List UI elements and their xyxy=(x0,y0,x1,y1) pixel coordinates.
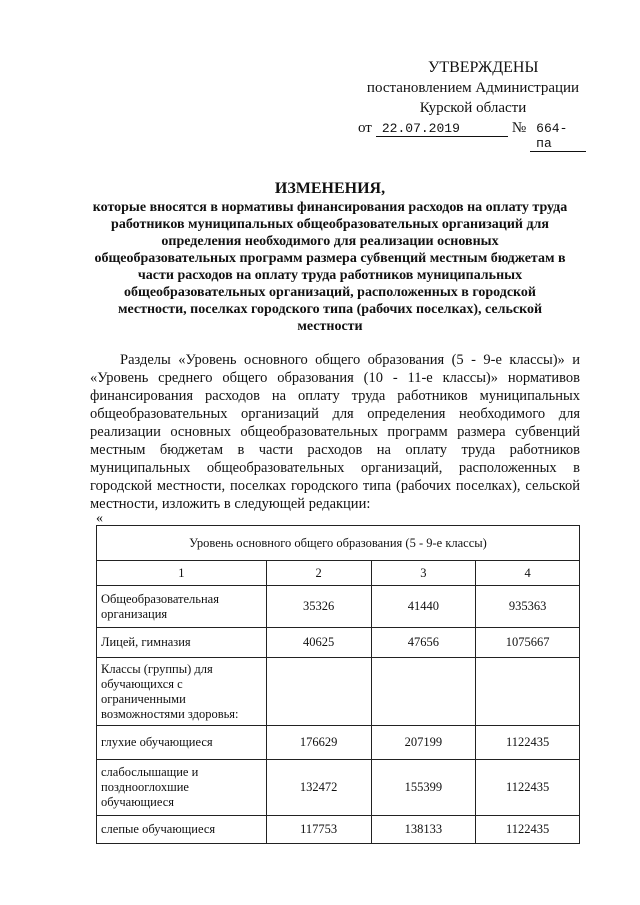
column-number: 1 xyxy=(97,561,267,586)
approval-date: 22.07.2019 xyxy=(376,121,508,137)
table-row xyxy=(97,816,580,844)
value-cell: 207199 xyxy=(371,726,476,760)
from-label: от xyxy=(358,120,372,136)
column-number: 2 xyxy=(266,561,371,586)
value-cell: 40625 xyxy=(266,628,371,658)
column-number-row xyxy=(97,561,580,586)
number-label: № xyxy=(511,120,527,136)
value-cell: 935363 xyxy=(476,586,580,628)
table-row xyxy=(97,628,580,658)
value-cell: 155399 xyxy=(371,760,476,816)
approval-title: УТВЕРЖДЕНЫ xyxy=(428,59,539,76)
value-cell: 41440 xyxy=(371,586,476,628)
row-label: глухие обучающиеся xyxy=(97,726,267,760)
value-cell xyxy=(266,658,371,726)
table-row xyxy=(97,658,580,726)
row-label: слепые обучающиеся xyxy=(97,816,267,844)
heading-title: ИЗМЕНЕНИЯ, xyxy=(274,180,386,197)
heading-text: которые вносятся в нормативы финансирования расходов на оплату труда работников муниципальных общеобразовательных организаций для определения необходимого для реализации основных общеобразовательных программ размера субвенций местным бюджетам в части расходов на оплату труда работников муниципальных общеобразовательных организаций, расположенных в городской местности, поселках городского типа (рабочих поселках), сельской местности xyxy=(92,200,568,334)
row-label: Классы (группы) для обучающихся с ограниченными возможностями здоровья: xyxy=(97,658,267,726)
row-label: Лицей, гимназия xyxy=(97,628,267,658)
value-cell xyxy=(371,658,476,726)
value-cell: 176629 xyxy=(266,726,371,760)
table-row xyxy=(97,726,580,760)
table-caption: Уровень основного общего образования (5 - 9-е классы) xyxy=(97,526,580,561)
value-cell: 117753 xyxy=(266,816,371,844)
value-cell xyxy=(476,658,580,726)
column-number: 3 xyxy=(371,561,476,586)
document-heading xyxy=(90,180,570,335)
row-label: Общеобразовательная организация xyxy=(97,586,267,628)
value-cell: 1122435 xyxy=(476,726,580,760)
value-cell: 1122435 xyxy=(476,816,580,844)
opening-quote: « xyxy=(96,511,103,526)
approval-issuer: постановлением Администрации xyxy=(366,80,580,96)
approval-block xyxy=(358,58,588,152)
value-cell: 138133 xyxy=(371,816,476,844)
table-row xyxy=(97,586,580,628)
row-label: слабослышащие и позднооглохшие обучающиеся xyxy=(97,760,267,816)
value-cell: 1122435 xyxy=(476,760,580,816)
value-cell: 35326 xyxy=(266,586,371,628)
table-caption-row xyxy=(97,526,580,561)
column-number: 4 xyxy=(476,561,580,586)
approval-number: 664-па xyxy=(530,121,586,152)
table-row xyxy=(97,760,580,816)
norms-table xyxy=(96,525,580,844)
approval-region: Курской области xyxy=(419,100,527,116)
value-cell: 132472 xyxy=(266,760,371,816)
body-paragraph: Разделы «Уровень основного общего образования (5 - 9-е классы)» и «Уровень среднего общего образования (10 - 11-е классы)» нормативов финансирования расходов на оплату труда работников муниципальных общеобразовательных организаций для определения необходимого для реализации основных общеобразовательных программ размера субвенций местным бюджетам в части расходов на оплату труда работников муниципальных общеобразовательных организаций, расположенных в городской местности, поселках городского типа (рабочих поселках), сельской местности, изложить в следующей редакции: xyxy=(90,352,580,512)
value-cell: 47656 xyxy=(371,628,476,658)
value-cell: 1075667 xyxy=(476,628,580,658)
approval-date-row xyxy=(358,118,588,152)
